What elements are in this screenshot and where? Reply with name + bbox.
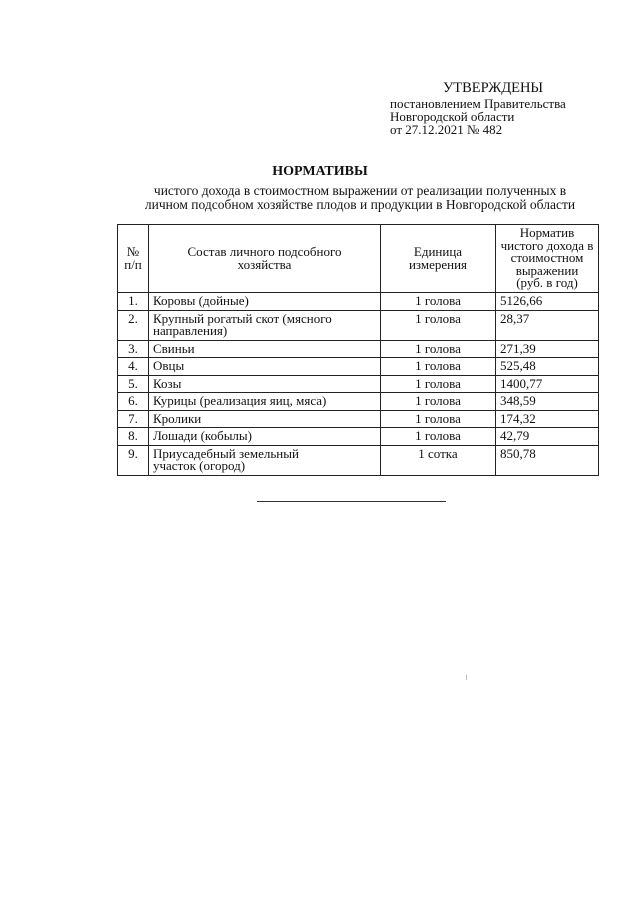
row-value: 28,37 bbox=[496, 310, 599, 340]
row-unit: 1 голова bbox=[381, 358, 496, 376]
row-name: Свиньи bbox=[149, 340, 381, 358]
table-row bbox=[118, 428, 599, 446]
row-value: 5126,66 bbox=[496, 293, 599, 311]
decree-line: от 27.12.2021 № 482 bbox=[390, 122, 503, 137]
row-number: 7. bbox=[118, 410, 149, 428]
table-row bbox=[118, 358, 599, 376]
row-unit: 1 голова bbox=[381, 375, 496, 393]
subtitle-line: личном подсобном хозяйстве плодов и продукции в Новгородской области bbox=[144, 197, 576, 212]
row-name: Коровы (дойные) bbox=[149, 293, 381, 311]
subtitle-line: чистого дохода в стоимостном выражении от реализации полученных в bbox=[153, 183, 567, 198]
table-row bbox=[118, 293, 599, 311]
header-cell-number: № п/п bbox=[118, 225, 149, 293]
row-value: 271,39 bbox=[496, 340, 599, 358]
row-unit: 1 сотка bbox=[381, 445, 496, 475]
row-unit: 1 голова bbox=[381, 293, 496, 311]
table-row bbox=[118, 393, 599, 411]
row-number: 4. bbox=[118, 358, 149, 376]
row-number: 2. bbox=[118, 310, 149, 340]
scan-speck bbox=[466, 675, 467, 680]
approved-stamp: УТВЕРЖДЕНЫ bbox=[443, 80, 544, 96]
norms-table bbox=[117, 224, 599, 476]
row-value: 525,48 bbox=[496, 358, 599, 376]
row-unit: 1 голова bbox=[381, 310, 496, 340]
table-row bbox=[118, 410, 599, 428]
row-value: 348,59 bbox=[496, 393, 599, 411]
row-number: 5. bbox=[118, 375, 149, 393]
row-number: 1. bbox=[118, 293, 149, 311]
decree-reference bbox=[390, 97, 566, 136]
row-name: Овцы bbox=[149, 358, 381, 376]
table-row bbox=[118, 310, 599, 340]
row-unit: 1 голова bbox=[381, 340, 496, 358]
decree-line: постановлением Правительства bbox=[390, 96, 566, 111]
row-value: 850,78 bbox=[496, 445, 599, 475]
decree-line: Новгородской области bbox=[390, 109, 515, 124]
closing-divider bbox=[257, 501, 446, 502]
row-name: Лошади (кобылы) bbox=[149, 428, 381, 446]
document-subtitle bbox=[100, 184, 620, 212]
row-name: Козы bbox=[149, 375, 381, 393]
document-title: НОРМАТИВЫ bbox=[272, 164, 368, 179]
table-header-row bbox=[118, 225, 599, 293]
table-row bbox=[118, 375, 599, 393]
header-cell-norm: Норматив чистого дохода в стоимостном выражении (руб. в год) bbox=[496, 225, 599, 293]
header-cell-unit: Единица измерения bbox=[381, 225, 496, 293]
row-value: 174,32 bbox=[496, 410, 599, 428]
table-row bbox=[118, 340, 599, 358]
row-number: 6. bbox=[118, 393, 149, 411]
row-name: Кролики bbox=[149, 410, 381, 428]
row-number: 9. bbox=[118, 445, 149, 475]
table-row bbox=[118, 445, 599, 475]
row-number: 8. bbox=[118, 428, 149, 446]
row-unit: 1 голова bbox=[381, 393, 496, 411]
row-name: Курицы (реализация яиц, мяса) bbox=[149, 393, 381, 411]
row-value: 42,79 bbox=[496, 428, 599, 446]
row-name: Крупный рогатый скот (мясного направления) bbox=[149, 310, 381, 340]
row-number: 3. bbox=[118, 340, 149, 358]
row-value: 1400,77 bbox=[496, 375, 599, 393]
row-name: Приусадебный земельный участок (огород) bbox=[149, 445, 381, 475]
header-cell-composition: Состав личного подсобного хозяйства bbox=[149, 225, 381, 293]
row-unit: 1 голова bbox=[381, 428, 496, 446]
row-unit: 1 голова bbox=[381, 410, 496, 428]
